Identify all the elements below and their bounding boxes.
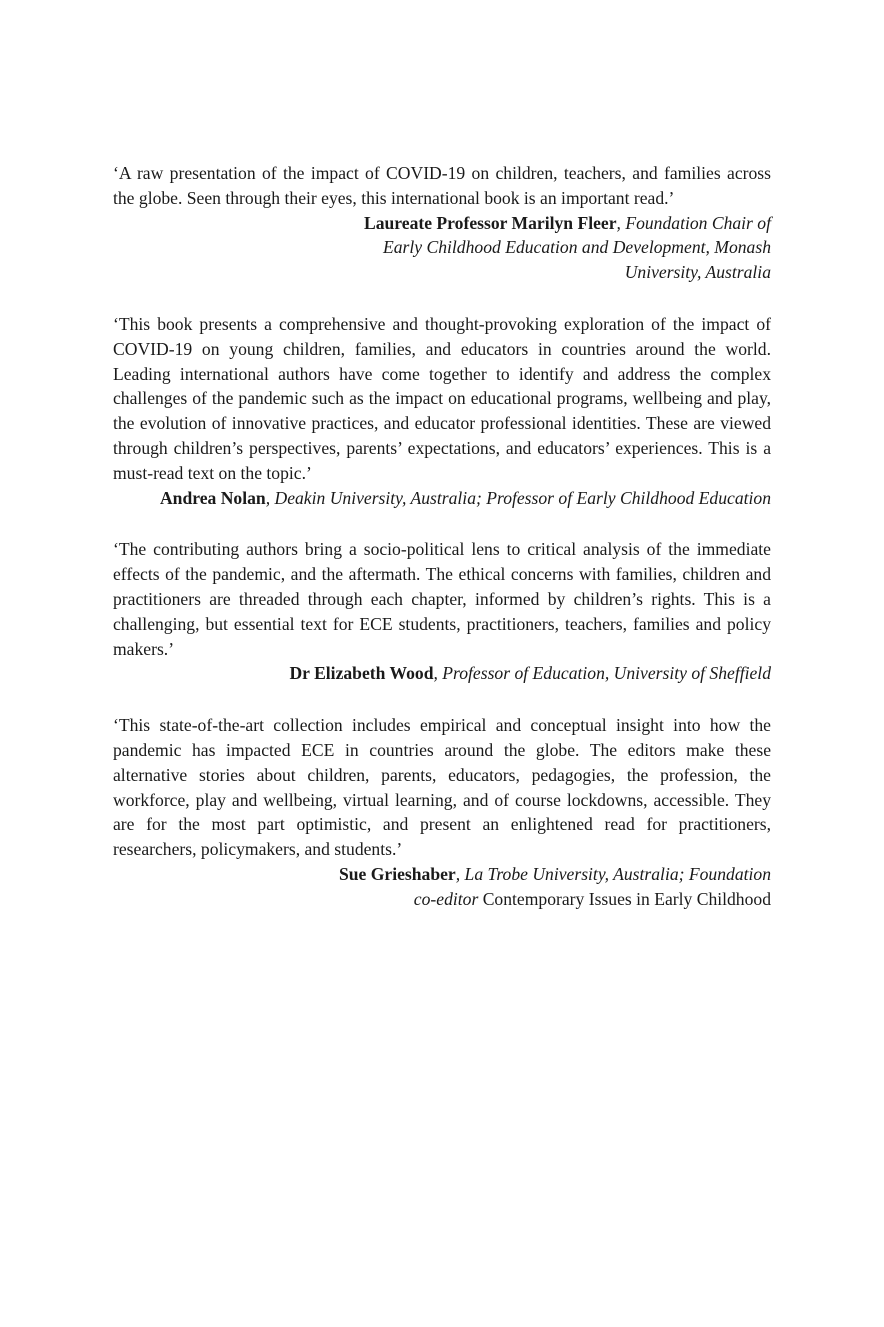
endorsement-quote: ‘The contributing authors bring a socio-political lens to critical analysis of the immediate effects of the pandemic, and the aftermath. The ethical concerns with families, children and practitioners are threaded through each chapter, informed by children’s rights. This is a challenging, but essential text for ECE students, practitioners, teachers, families and policy makers.’ xyxy=(113,539,771,659)
endorsement-quote: ‘This book presents a comprehensive and thought-provoking exploration of the impact of COVID-19 on young children, families, and educators in countries around the world. Leading international authors have come together to identify and address the complex challenges of the pandemic such as the impact on educational programs, wellbeing and play, the evolution of innovative practices, and educator professional identities. These are viewed through children’s perspectives, parents’ expectations, and educators’ experiences. This is a must-read text on the topic.’ xyxy=(113,313,771,483)
endorsement-attribution xyxy=(113,211,771,285)
attribution-line xyxy=(113,862,771,887)
endorser-affiliation: University, Australia xyxy=(624,262,771,283)
endorser-role: co-editor xyxy=(413,888,479,909)
endorser-affiliation: , Professor of Education, University of Sheffield xyxy=(433,663,771,684)
attribution-line xyxy=(113,661,771,686)
journal-title: Contemporary Issues in Early Childhood xyxy=(478,888,771,909)
endorser-name: Laureate Professor Marilyn Fleer xyxy=(363,212,617,233)
endorsement-quote: ‘A raw presentation of the impact of COVID-19 on children, teachers, and families across the globe. Seen through their eyes, this international book is an important read.’ xyxy=(113,163,771,208)
endorsement-fleer xyxy=(113,161,771,285)
endorsement-attribution xyxy=(113,486,771,511)
endorser-name: Andrea Nolan xyxy=(159,487,266,508)
endorsement-grieshaber xyxy=(113,713,771,911)
endorser-name: Dr Elizabeth Wood xyxy=(289,663,434,684)
endorsement-quote: ‘This state-of-the-art collection includes empirical and conceptual insight into how the pandemic has impacted ECE in countries around the globe. The editors make these alternative stories about children, parents, educators, pedagogies, the profession, the workforce, play and wellbeing, virtual learning, and of course lockdowns, accessible. They are for the most part optimistic, and present an enlightened read for practitioners, researchers, policymakers, and students.’ xyxy=(113,715,771,860)
endorsement-nolan xyxy=(113,312,771,510)
endorsement-wood xyxy=(113,537,771,686)
endorser-affiliation: , Deakin University, Australia; Professor of Early Childhood Education xyxy=(265,487,771,508)
endorser-affiliation: Early Childhood Education and Development, Monash xyxy=(383,237,771,258)
endorser-affiliation: , La Trobe University, Australia; Foundation xyxy=(455,863,771,884)
attribution-line xyxy=(113,486,771,511)
endorsement-attribution xyxy=(113,862,771,912)
endorser-affiliation: , Foundation Chair of xyxy=(616,212,771,233)
attribution-line xyxy=(113,211,771,236)
endorser-name: Sue Grieshaber xyxy=(338,863,456,884)
endorsements-page xyxy=(113,161,771,939)
endorsement-attribution xyxy=(113,661,771,686)
attribution-line xyxy=(113,887,771,912)
